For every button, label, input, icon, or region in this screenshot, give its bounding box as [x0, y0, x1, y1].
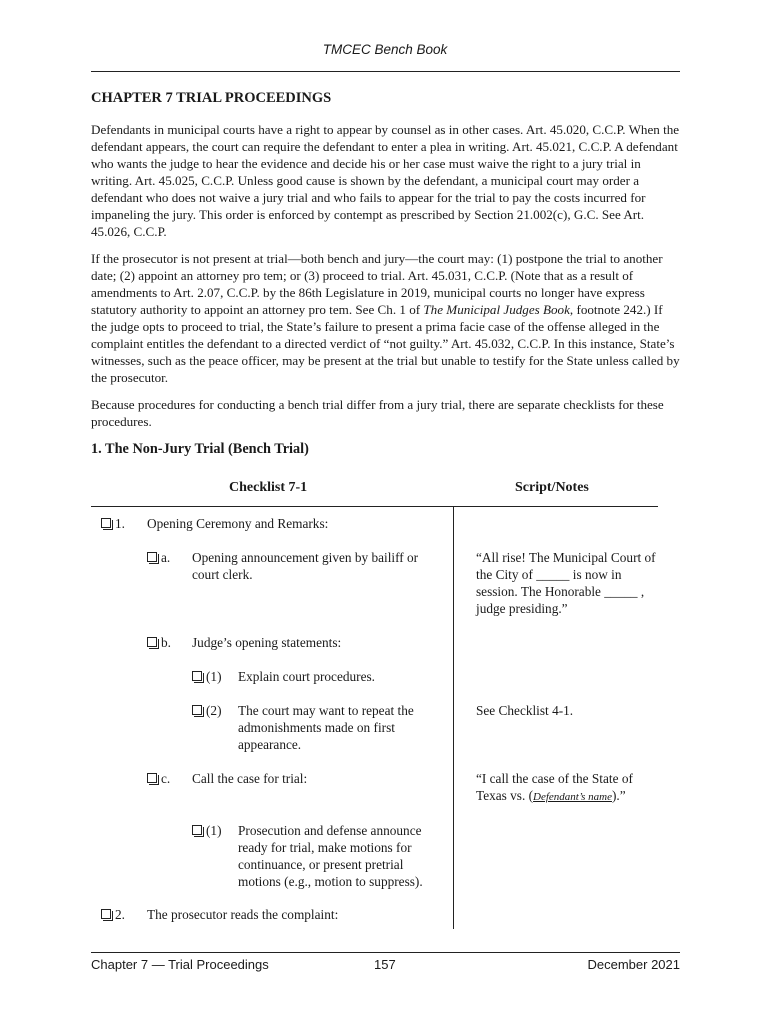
checklist-item-1-text: Opening Ceremony and Remarks: [147, 516, 329, 531]
checklist-item-2-text: The prosecutor reads the complaint: [147, 907, 339, 922]
checkbox-icon[interactable] [192, 671, 202, 681]
script-call-case: “I call the case of the State of Texas vs. (Defendant’s name).” [476, 771, 633, 803]
checklist-item-1c1[interactable]: (1) [192, 822, 222, 839]
checklist-item-1b2-text: The court may want to repeat the admonishments made on first appearance. [238, 703, 414, 752]
checklist-item-1b2[interactable]: (2) [192, 702, 222, 719]
column-header-script: Script/Notes [515, 480, 589, 495]
script-opening-announcement: “All rise! The Municipal Court of the City of _____ is now in session. The Honorable _____ , judge presiding.” [476, 550, 656, 616]
table-header-rule [91, 506, 658, 507]
footer-rule [91, 952, 680, 953]
checkbox-icon[interactable] [101, 909, 111, 919]
running-header: TMCEC Bench Book [322, 42, 448, 57]
checkbox-icon[interactable] [192, 705, 202, 715]
checklist-item-1b-text: Judge’s opening statements: [192, 635, 342, 650]
checklist-item-1[interactable]: 1. [101, 515, 125, 532]
checklist-item-1a-text: Opening announcement given by bailiff or court clerk. [192, 550, 419, 582]
column-divider [453, 507, 454, 929]
checklist-item-1b1[interactable]: (1) [192, 668, 222, 685]
header-rule [91, 71, 680, 72]
checklist-item-1b[interactable]: b. [147, 634, 171, 651]
defendant-name-placeholder: Defendant’s name [533, 791, 612, 803]
section-heading: 1. The Non-Jury Trial (Bench Trial) [91, 441, 309, 457]
column-header-checklist: Checklist 7-1 [229, 480, 308, 495]
checklist-item-1a[interactable]: a. [147, 549, 170, 566]
checkbox-icon[interactable] [147, 552, 157, 562]
footer-date: December 2021 [587, 957, 680, 972]
paragraph-prosecutor: If the prosecutor is not present at trial—both bench and jury—the court may: (1) postpone the trial to another date; (2) appoint an attorney pro tem; or (3) proceed to trial. Art. 45.031, C.C.P. (Note that as a result of amendments to Art. 2.07, C.C.P. by the 86th Legislature in 2019, municipal courts no longer have express statutory authority to appoint an attorney pro tem. See Ch. 1 of The Municipal Judges Book, footnote 242.) If the judge opts to proceed to trial, the State’s failure to present a prima facie case of the offense alleged in the complaint entitles the defendant to a directed verdict of “not guilty.” Art. 45.032, C.C.P. In this instance, State’s witnesses, such as the peace officer, may be present at the trial but unable to testify for the State unless called by the prosecutor. [91, 251, 680, 385]
checklist-item-1b1-text: Explain court procedures. [238, 669, 375, 684]
checkbox-icon[interactable] [192, 825, 202, 835]
book-title: The Municipal Judges Book [423, 302, 570, 317]
footer-chapter: Chapter 7 — Trial Proceedings [91, 957, 269, 972]
checkbox-icon[interactable] [147, 773, 157, 783]
checklist-item-1c1-text: Prosecution and defense announce ready for trial, make motions for continuance, or present pretrial motions (e.g., motion to suppress). [238, 823, 423, 889]
script-see-checklist: See Checklist 4-1. [476, 703, 574, 718]
checklist-item-1c-text: Call the case for trial: [192, 771, 308, 786]
chapter-title: CHAPTER 7 TRIAL PROCEEDINGS [91, 90, 332, 106]
checklist-item-1c[interactable]: c. [147, 770, 170, 787]
checkbox-icon[interactable] [147, 637, 157, 647]
paragraph-intro: Defendants in municipal courts have a right to appear by counsel as in other cases. Art. 45.020, C.C.P. When the defendant appears, the court can require the defendant to enter a plea in writing. Art. 45.021, C.C.P. A defendant who wants the judge to hear the evidence and decide his or her case must waive the right to a jury trial in writing. Art. 45.025, C.C.P. Unless good cause is shown by the defendant, a municipal court may order a defendant who does not waive a jury trial and who fails to appear for the trial to pay the costs incurred for impaneling the jury. This order is enforced by contempt as prescribed by Section 21.002(c), G.C. See Art. 45.026, C.C.P. [91, 122, 680, 239]
page-number: 157 [374, 957, 396, 972]
checkbox-icon[interactable] [101, 518, 111, 528]
checklist-item-2[interactable]: 2. [101, 906, 125, 923]
paragraph-checklists: Because procedures for conducting a bench trial differ from a jury trial, there are separate checklists for these procedures. [91, 397, 664, 429]
